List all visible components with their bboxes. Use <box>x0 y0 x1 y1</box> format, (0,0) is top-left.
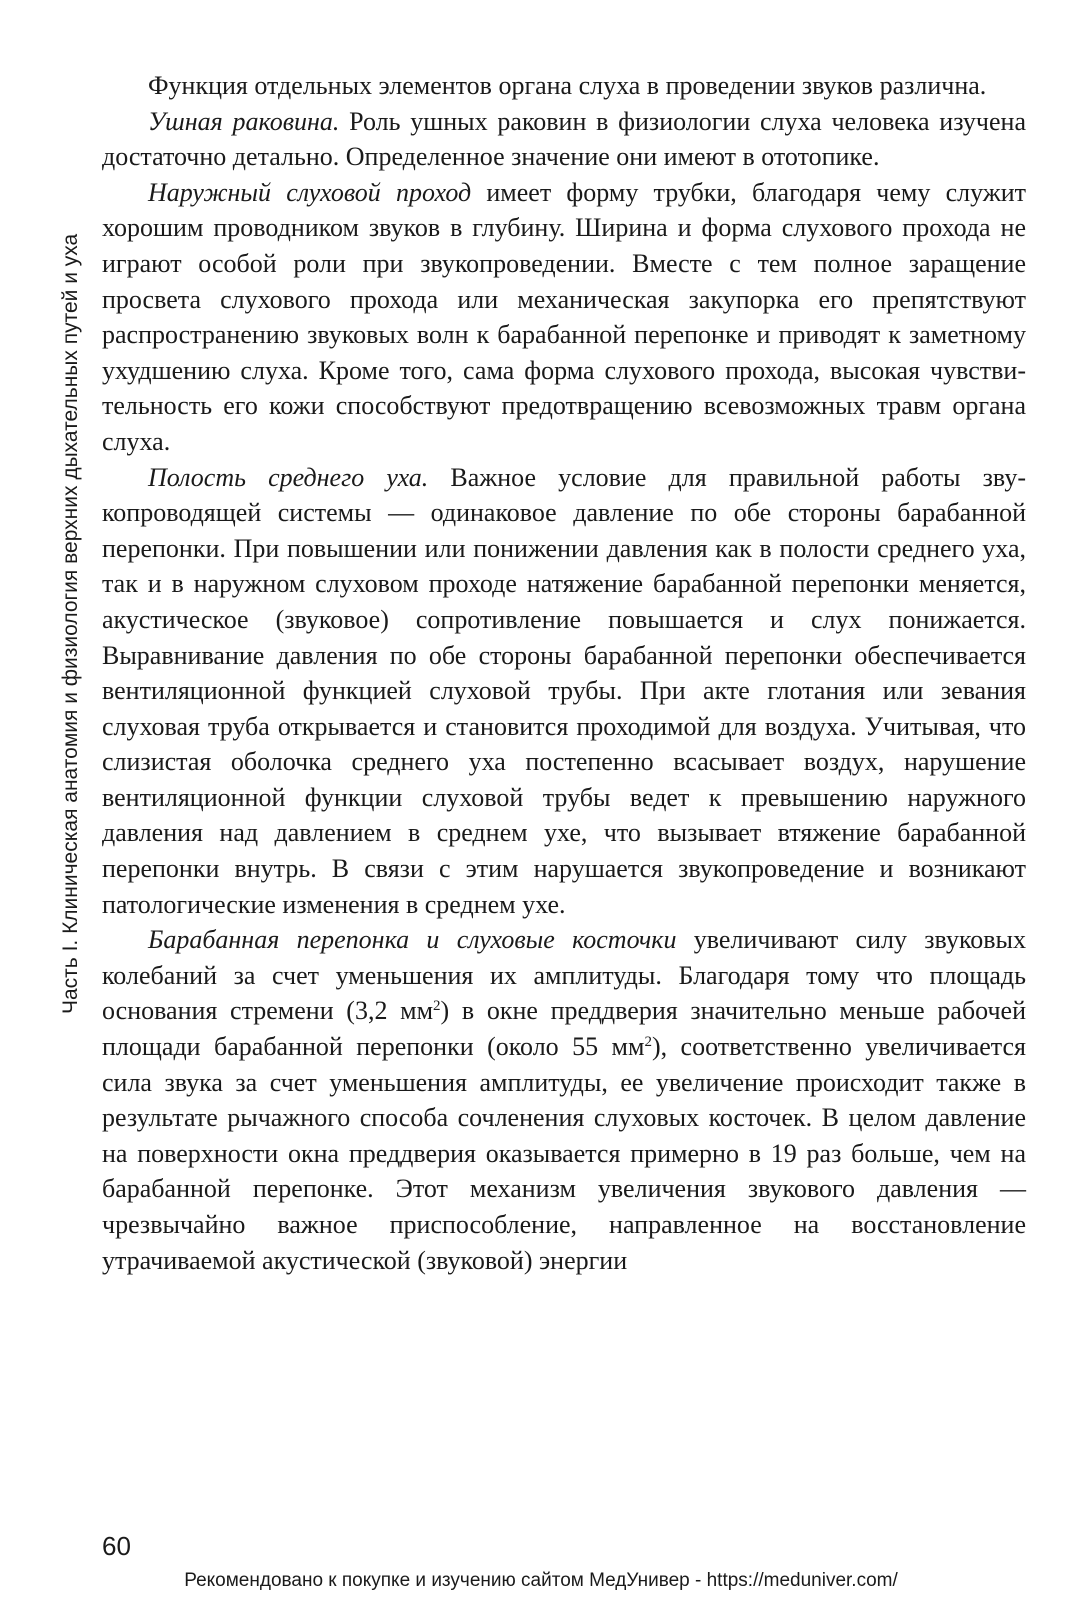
paragraph-lead: Барабанная перепонка и слуховые косточки <box>148 925 677 955</box>
paragraph-text: ) в окне преддверия значительно меньше рабочей площади барабанной перепонки (около 55 мм <box>102 996 1026 1062</box>
page-number: 60 <box>102 1531 131 1561</box>
paragraph-middle-ear <box>102 460 1026 923</box>
paragraph-text: имеет форму трубки, благодаря чему служит хорошим проводником звуков в глубину. Ширина и форма слухового прохода не играют особой роли при звукопроведении. Вместе с тем полное заращение просвета слухового прохода или механическая закупорка его препятствуют распространению звуковых волн к барабанной перепонке и приводят к заметному ухудшению слуха. Кроме того, сама форма слухового прохода, высокая чувствительность его кожи способствуют предотвращению всевозможных травм органа слуха. <box>102 177 1026 456</box>
paragraph-text: Роль ушных раковин в физиологии слуха человека изучена достаточно детально. Определенное значение они имеют в ототопике. <box>102 106 1026 172</box>
superscript: 2 <box>644 1034 652 1051</box>
paragraph-lead: Наружный слуховой проход <box>148 177 472 207</box>
superscript: 2 <box>433 998 441 1015</box>
paragraph-text: ), соответственно увеличивается сила звука за счет уменьшения амплитуды, ее увеличение происходит также в результате рычажного способа сочленения слуховых косточек. В целом давление на поверхности окна преддверия оказывается примерно в 19 раз больше, чем на барабанной перепонке. Этот механизм увеличения звукового давления — чрезвычайно важное приспособление, направленное на восстановление утрачиваемой акустической (звуковой) энергии <box>102 1032 1026 1275</box>
paragraph-ear-canal <box>102 175 1026 460</box>
running-header: Часть I. Клиническая анатомия и физиология верхних дыхательных путей и уха <box>59 233 82 1014</box>
paragraph-eardrum-ossicles <box>102 922 1026 1278</box>
paragraph-lead: Полость среднего уха. <box>148 462 429 492</box>
paragraph-lead: Ушная раковина. <box>148 106 340 136</box>
paragraph-text: Важное условие для правильной работы звукопроводящей системы — одинаковое давление по обе стороны барабанной перепонки. При повышении или понижении давления как в полости среднего уха, так и в наружном слуховом проходе натяжение барабанной перепонки меняется, акустическое (звуковое) сопротивление повышается и слух понижается. Выравнивание давления по обе стороны барабанной перепонки обеспечивается вентиляционной функцией слуховой трубы. При акте глотания или зевания слуховая труба открывается и становится проходимой для воздуха. Учитывая, что слизистая оболочка среднего уха постепенно всасывает воздух, нарушение вентиляционной функции слуховой трубы ведет к превышению наружного давления над давлением в среднем ухе, что вызывает втяжение барабанной перепонки внутрь. В связи с этим нарушается звукопроведение и возникают патологические изменения в среднем ухе. <box>102 462 1026 919</box>
paragraph-text: увеличивают силу звуковых колебаний за счет уменьшения их амплитуды. Благодаря тому что площадь основания стремени (3,2 мм <box>102 925 1026 1026</box>
paragraph-intro <box>102 68 1026 104</box>
page-body <box>102 68 1026 1278</box>
paragraph-auricle <box>102 104 1026 175</box>
paragraph-text: Функция отдельных элементов органа слуха в проведении звуков различна. <box>148 71 987 100</box>
footer-note: Рекомендовано к покупке и изучению сайтом МедУнивер - https://meduniver.com/ <box>184 1570 898 1591</box>
